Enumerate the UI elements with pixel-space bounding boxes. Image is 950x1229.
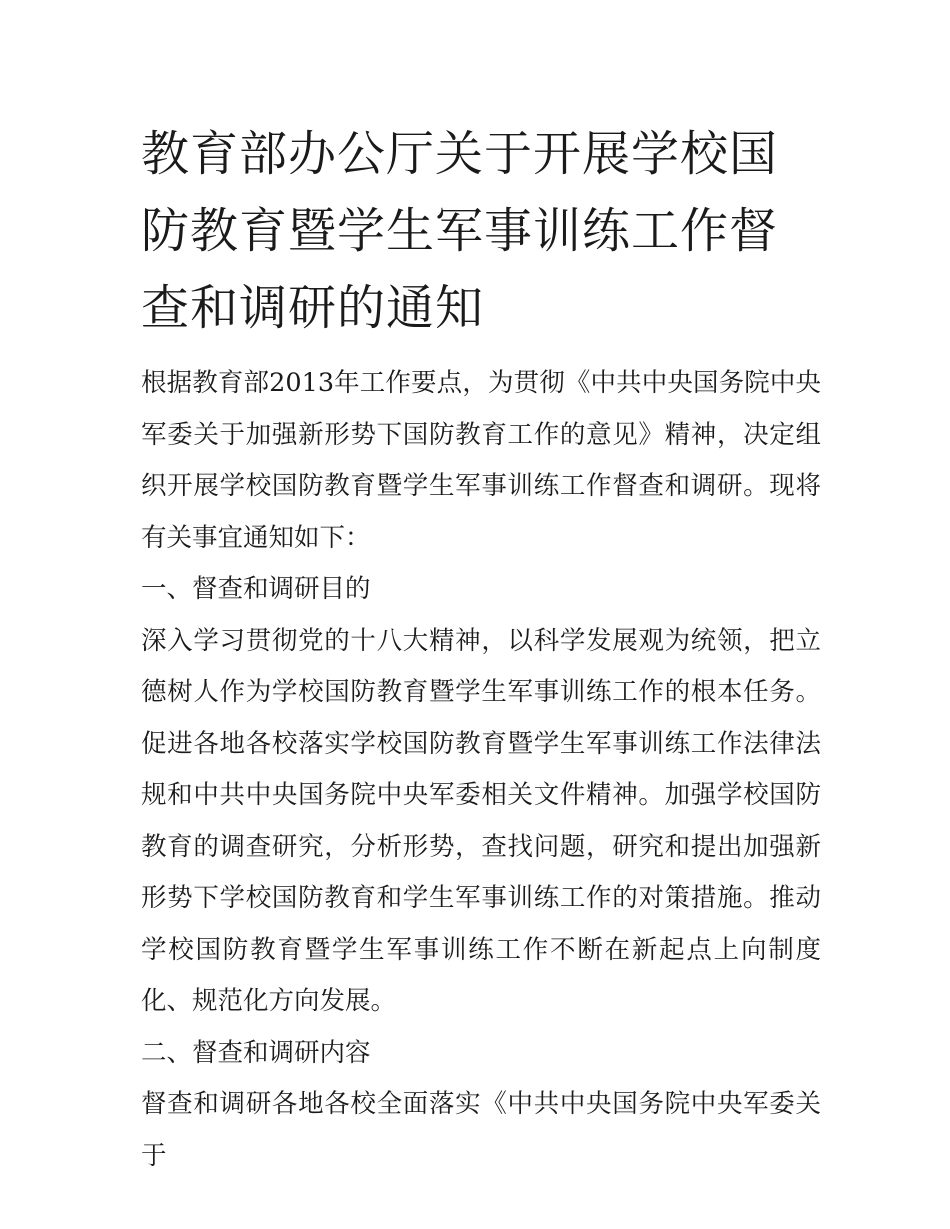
document-title: 教育部办公厅关于开展学校国防教育暨学生军事训练工作督查和调研的通知 bbox=[141, 126, 779, 336]
section-heading-content: 二、督查和调研内容 bbox=[141, 1037, 371, 1068]
intro-paragraph: 根据教育部2013年工作要点，为贯彻《中共中央国务院中央军委关于加强新形势下国防教育工作的意见》精神，决定组织开展学校国防教育暨学生军事训练工作督查和调研。现将有关事宜通知如下： bbox=[141, 368, 821, 553]
purpose-paragraph: 深入学习贯彻党的十八大精神，以科学发展观为统领，把立德树人作为学校国防教育暨学生军事训练工作的根本任务。促进各地各校落实学校国防教育暨学生军事训练工作法律法规和中共中央国务院中央军委相关文件精神。加强学校国防教育的调查研究，分析形势，查找问题，研究和提出加强新形势下学校国防教育和学生军事训练工作的对策措施。推动学校国防教育暨学生军事训练工作不断在新起点上向制度化、规范化方向发展。 bbox=[141, 625, 821, 1016]
content-paragraph: 督查和调研各地各校全面落实《中共中央国务院中央军委关于 bbox=[141, 1089, 821, 1171]
section-heading-purpose: 一、督查和调研目的 bbox=[141, 574, 371, 604]
document-body bbox=[141, 358, 821, 1182]
